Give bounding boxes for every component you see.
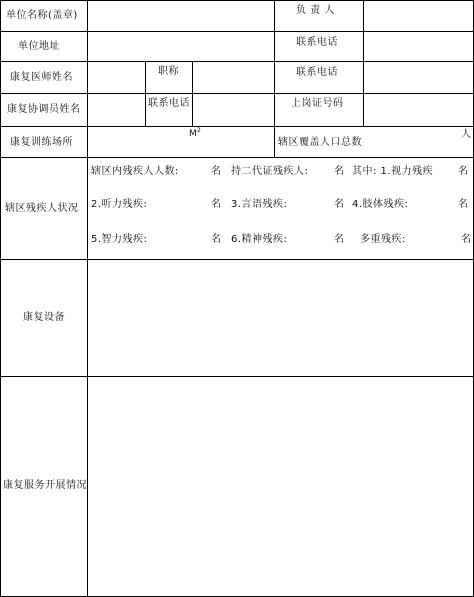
doctor-phone-field[interactable]	[364, 62, 473, 93]
mental-disability-label: 6.精神残疾:	[231, 234, 288, 245]
unit-name-field[interactable]	[88, 1, 274, 31]
coordinator-phone-label: 联系电话	[148, 98, 190, 109]
disabled-status-label: 辖区残疾人状况	[5, 203, 79, 214]
unit-name-label: 单位名称(盖章)	[6, 10, 78, 21]
service-field[interactable]	[88, 377, 473, 596]
unit-ming: 名	[334, 199, 345, 210]
equipment-label: 康复设备	[23, 312, 65, 323]
title-label: 职称	[158, 66, 179, 77]
doctor-name-label: 康复医师姓名	[10, 72, 73, 83]
multiple-disability-label: 多重残疾:	[360, 234, 406, 245]
unit-ming: 名	[334, 166, 345, 177]
coordinator-name-field[interactable]	[88, 94, 145, 126]
row-divider	[0, 157, 474, 158]
unit-ming: 名	[211, 166, 222, 177]
address-label: 单位地址	[18, 41, 60, 52]
leader-field[interactable]	[364, 1, 473, 31]
disabled-total-label: 辖区内残疾人人数:	[91, 166, 179, 177]
service-label: 康复服务开展情况	[3, 480, 87, 491]
equipment-field[interactable]	[88, 260, 473, 376]
unit-ming: 名	[458, 199, 469, 210]
column-divider	[145, 61, 146, 126]
cert-holders-label: 持二代证残疾人:	[231, 166, 309, 177]
area-unit-superscript: 2	[197, 127, 201, 134]
training-site-area-field[interactable]	[88, 127, 274, 157]
doctor-phone-label: 联系电话	[296, 67, 338, 78]
intellectual-disability-label: 5.智力残疾:	[91, 234, 148, 245]
leader-label: 负 责 人	[296, 5, 335, 16]
unit-ming: 名	[211, 234, 222, 245]
coordinator-phone-field[interactable]	[193, 94, 274, 126]
table-border-left	[0, 0, 1, 597]
phone-field[interactable]	[364, 32, 473, 61]
population-label: 辖区覆盖人口总数	[278, 137, 362, 148]
population-unit: 人	[461, 129, 472, 140]
doctor-name-field[interactable]	[88, 62, 145, 93]
unit-ming: 名	[211, 199, 222, 210]
phone-label: 联系电话	[296, 37, 338, 48]
speech-disability-label: 3.言语残疾:	[231, 199, 288, 210]
cert-number-field[interactable]	[364, 94, 473, 126]
title-field[interactable]	[193, 62, 274, 93]
visual-disability-label: 其中: 1.视力残疾	[352, 166, 434, 177]
unit-ming: 名	[334, 234, 345, 245]
training-site-label: 康复训练场所	[10, 137, 73, 148]
unit-ming: 名	[458, 166, 469, 177]
cert-number-label: 上岗证号码	[291, 98, 344, 109]
column-divider	[274, 0, 275, 157]
hearing-disability-label: 2.听力残疾:	[91, 199, 148, 210]
population-field[interactable]	[364, 127, 473, 157]
unit-ming: 名	[461, 234, 472, 245]
coordinator-name-label: 康复协调员姓名	[7, 104, 81, 115]
address-field[interactable]	[88, 32, 274, 61]
physical-disability-label: 4.肢体残疾:	[352, 199, 409, 210]
area-unit: M	[189, 129, 198, 139]
